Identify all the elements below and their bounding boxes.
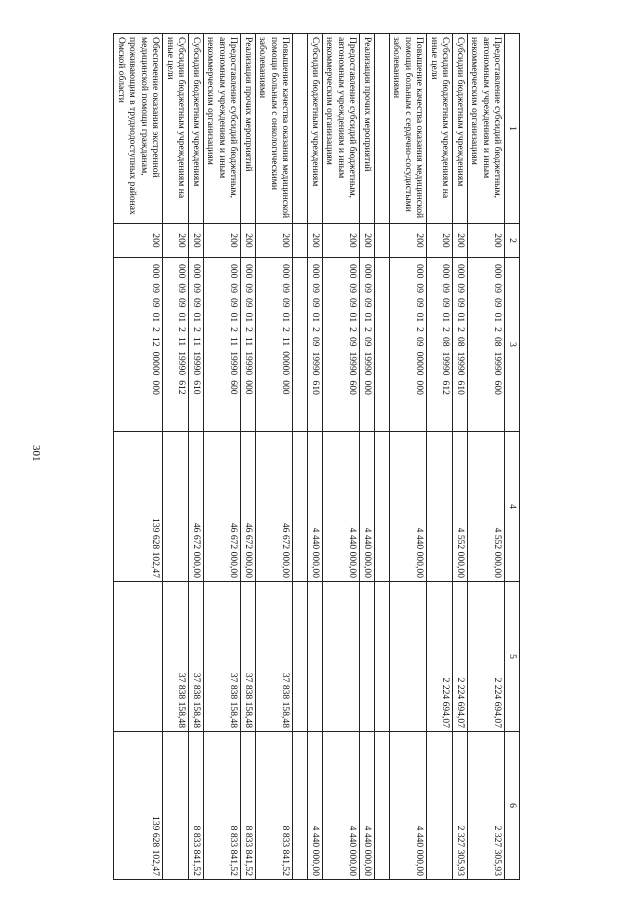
code-segment: 600 [347,380,359,395]
spacer-cell [375,732,390,880]
code-segment: 000 [150,264,162,279]
row-amount-v5 [323,582,361,732]
code-segment: 000 [414,380,426,395]
code-segment: 09 [440,283,452,293]
row-amount-v6: 8 833 841,52 [241,732,256,880]
code-segment: 09 [492,283,504,293]
code-segment: 01 [362,312,373,323]
code-segment: 19990 [176,351,188,376]
code-segment: 000 [280,264,292,279]
code-segment: 08 [440,336,452,347]
code-segment: 2 [191,327,202,332]
code-segment: 000 [362,264,373,279]
spacer-cell [293,224,308,258]
row-ordinal-cell: 200 [453,224,468,258]
row-code-cell [323,258,361,432]
spacer-cell [375,432,390,582]
code-segment: 09 [176,297,188,308]
row-amount-v5: 2 224 694,07 [468,582,506,732]
row-amount-v6: 8 833 841,52 [256,732,294,880]
budget-table [114,33,521,880]
table-row [241,34,256,880]
code-segment: 612 [440,380,452,395]
code-segment: 01 [228,312,240,323]
row-code-cell [241,258,256,432]
code-segment: 11 [191,336,202,347]
code-segment: 00000 [280,351,292,376]
row-ordinal-cell: 200 [390,224,428,258]
code-segment: 01 [243,312,254,323]
code-segment: 600 [228,380,240,395]
row-name-cell: Реализация прочих мероприятий [360,34,375,224]
header-cell: 5 [505,582,520,732]
code-segment: 2 [280,327,292,332]
row-name-cell: Обеспечение оказания экстренной медицинской помощи гражданам, проживающим в труднодоступных районах Омской области [114,34,163,224]
spacer-cell [375,34,390,224]
row-amount-v4: 4 440 000,00 [308,432,323,582]
code-segment: 2 [228,327,240,332]
row-ordinal-cell: 200 [163,224,189,258]
header-cell: 1 [505,34,520,224]
table-row [114,34,163,880]
code-segment: 000 [310,264,321,279]
code-segment: 000 [362,380,373,395]
code-segment: 09 [150,283,162,293]
code-segment: 000 [176,264,188,279]
code-segment: 01 [176,312,188,323]
code-segment: 09 [191,283,202,293]
row-amount-v6: 2 327 305,93 [468,732,506,880]
row-amount-v4 [427,432,453,582]
row-ordinal-cell: 200 [114,224,163,258]
row-amount-v4: 4 552 000,00 [468,432,506,582]
code-segment: 19990 [243,351,254,376]
row-code-cell [390,258,428,432]
row-amount-v6: 4 440 000,00 [390,732,428,880]
row-amount-v4: 46 672 000,00 [241,432,256,582]
code-segment: 09 [362,336,373,347]
row-amount-v6: 4 440 000,00 [308,732,323,880]
code-segment: 09 [150,297,162,308]
row-amount-v4: 4 440 000,00 [323,432,361,582]
row-name-cell: Субсидии бюджетным учреждениям [189,34,204,224]
row-code-cell [427,258,453,432]
code-segment: 09 [191,297,202,308]
table-row [204,34,242,880]
row-amount-v4: 4 440 000,00 [390,432,428,582]
row-name-cell: Реализация прочих мероприятий [241,34,256,224]
row-amount-v5 [308,582,323,732]
code-segment: 09 [243,283,254,293]
row-ordinal-cell: 200 [323,224,361,258]
code-segment: 01 [280,312,292,323]
table-row [360,34,375,880]
code-segment: 08 [455,336,466,347]
code-segment: 612 [176,380,188,395]
row-amount-v5: 37 838 158,48 [204,582,242,732]
spacer-cell [293,432,308,582]
code-segment: 2 [150,327,162,332]
code-segment: 000 [414,264,426,279]
code-segment: 01 [414,312,426,323]
code-segment: 09 [414,283,426,293]
code-segment: 09 [228,283,240,293]
code-segment: 09 [362,283,373,293]
code-segment: 610 [310,380,321,395]
spacer-row [293,34,308,880]
row-amount-v4: 46 672 000,00 [189,432,204,582]
row-code-cell [204,258,242,432]
row-amount-v5 [114,582,163,732]
table-row [163,34,189,880]
spacer-cell [293,582,308,732]
row-name-cell: Субсидии бюджетным учреждениям [453,34,468,224]
code-segment: 09 [362,297,373,308]
spacer-cell [375,224,390,258]
row-amount-v6: 8 833 841,52 [189,732,204,880]
row-name-cell: Субсидии бюджетным учреждениям [308,34,323,224]
row-ordinal-cell: 200 [204,224,242,258]
row-name-cell: Предоставление субсидий бюджетным, автономным учреждениям и иным некоммерческим организациям [204,34,242,224]
row-name-cell: Субсидии бюджетным учреждениям на иные цели [163,34,189,224]
code-segment: 2 [440,327,452,332]
code-segment: 09 [347,297,359,308]
row-amount-v5: 37 838 158,48 [241,582,256,732]
row-code-cell [468,258,506,432]
header-cell: 6 [505,732,520,880]
header-cell: 2 [505,224,520,258]
rotated-table-container [74,33,520,879]
table-row [308,34,323,880]
code-segment: 01 [455,312,466,323]
spacer-cell [293,34,308,224]
code-segment: 08 [492,336,504,347]
code-segment: 610 [455,380,466,395]
row-code-cell [453,258,468,432]
row-amount-v4: 139 628 102,47 [114,432,163,582]
code-segment: 000 [347,264,359,279]
row-ordinal-cell: 200 [427,224,453,258]
code-segment: 000 [280,380,292,395]
code-segment: 11 [280,336,292,347]
row-amount-v5: 2 224 694,07 [427,582,453,732]
code-segment: 09 [310,336,321,347]
code-segment: 01 [191,312,202,323]
row-amount-v5 [360,582,375,732]
code-segment: 09 [310,297,321,308]
row-amount-v4: 4 552 000,00 [453,432,468,582]
code-segment: 000 [440,264,452,279]
table-row [453,34,468,880]
code-segment: 09 [347,336,359,347]
table-body [114,34,505,880]
row-name-cell: Повышение качества оказания медицинской помощи больным с сердечно-сосудистыми заболеваниями [390,34,428,224]
code-segment: 000 [455,264,466,279]
code-segment: 11 [243,336,254,347]
row-code-cell [114,258,163,432]
code-segment: 000 [228,264,240,279]
code-segment: 01 [347,312,359,323]
code-segment: 09 [414,297,426,308]
code-segment: 19990 [310,351,321,376]
code-segment: 09 [347,283,359,293]
spacer-cell [293,732,308,880]
code-segment: 19990 [228,351,240,376]
page-number: 301 [30,445,42,462]
code-segment: 19990 [347,351,359,376]
table-row [189,34,204,880]
code-segment: 2 [347,327,359,332]
row-ordinal-cell: 200 [360,224,375,258]
code-segment: 000 [243,380,254,395]
row-amount-v6: 2 327 305,93 [453,732,468,880]
table-row [427,34,453,880]
code-segment: 2 [362,327,373,332]
header-cell: 4 [505,432,520,582]
code-segment: 600 [492,380,504,395]
code-segment: 19990 [455,351,466,376]
code-segment: 000 [191,264,202,279]
row-name-cell: Субсидии бюджетным учреждениям на иные цели [427,34,453,224]
code-segment: 09 [228,297,240,308]
code-segment: 2 [455,327,466,332]
code-segment: 09 [176,283,188,293]
row-code-cell [256,258,294,432]
row-amount-v6: 8 833 841,52 [204,732,242,880]
code-segment: 2 [243,327,254,332]
code-segment: 19990 [191,351,202,376]
code-segment: 09 [310,283,321,293]
row-code-cell [308,258,323,432]
row-amount-v6: 4 440 000,00 [360,732,375,880]
code-segment: 09 [492,297,504,308]
code-segment: 09 [414,336,426,347]
spacer-cell [375,258,390,432]
row-name-cell: Повышение качества оказания медицинской помощи больным с онкологическими заболеваниями [256,34,294,224]
table-row [323,34,361,880]
code-segment: 00000 [414,351,426,376]
row-amount-v6 [427,732,453,880]
code-segment: 11 [176,336,188,347]
code-segment: 01 [310,312,321,323]
code-segment: 2 [414,327,426,332]
row-amount-v4: 46 672 000,00 [204,432,242,582]
row-amount-v5: 37 838 158,48 [189,582,204,732]
row-ordinal-cell: 200 [189,224,204,258]
code-segment: 09 [455,283,466,293]
code-segment: 11 [228,336,240,347]
code-segment: 19990 [440,351,452,376]
code-segment: 000 [492,264,504,279]
table-row [390,34,428,880]
row-amount-v5 [390,582,428,732]
spacer-cell [293,258,308,432]
code-segment: 2 [176,327,188,332]
code-segment: 19990 [492,351,504,376]
header-row [505,34,520,880]
code-segment: 000 [243,264,254,279]
row-ordinal-cell: 200 [256,224,294,258]
row-amount-v6: 4 440 000,00 [323,732,361,880]
row-ordinal-cell: 200 [308,224,323,258]
row-amount-v5: 37 838 158,48 [163,582,189,732]
code-segment: 09 [280,283,292,293]
code-segment: 09 [440,297,452,308]
row-amount-v6 [163,732,189,880]
code-segment: 000 [150,380,162,395]
row-amount-v5: 2 224 694,07 [453,582,468,732]
code-segment: 00000 [150,351,162,376]
table-row [468,34,506,880]
code-segment: 01 [492,312,504,323]
row-name-cell: Предоставление субсидий бюджетным, автономным учреждениям и иным некоммерческим организациям [468,34,506,224]
code-segment: 09 [455,297,466,308]
row-code-cell [189,258,204,432]
row-ordinal-cell: 200 [241,224,256,258]
code-segment: 19990 [362,351,373,376]
code-segment: 09 [280,297,292,308]
table-row [256,34,294,880]
row-ordinal-cell: 200 [468,224,506,258]
code-segment: 2 [492,327,504,332]
code-segment: 12 [150,336,162,347]
row-amount-v6: 139 628 102,47 [114,732,163,880]
spacer-row [375,34,390,880]
code-segment: 2 [310,327,321,332]
row-amount-v4 [163,432,189,582]
header-cell: 3 [505,258,520,432]
code-segment: 09 [243,297,254,308]
row-code-cell [360,258,375,432]
code-segment: 01 [150,312,162,323]
row-amount-v4: 4 440 000,00 [360,432,375,582]
row-code-cell [163,258,189,432]
row-amount-v5: 37 838 158,48 [256,582,294,732]
row-amount-v4: 46 672 000,00 [256,432,294,582]
spacer-cell [375,582,390,732]
row-name-cell: Предоставление субсидий бюджетным, автономным учреждениям и иным некоммерческим организациям [323,34,361,224]
code-segment: 610 [191,380,202,395]
code-segment: 01 [440,312,452,323]
